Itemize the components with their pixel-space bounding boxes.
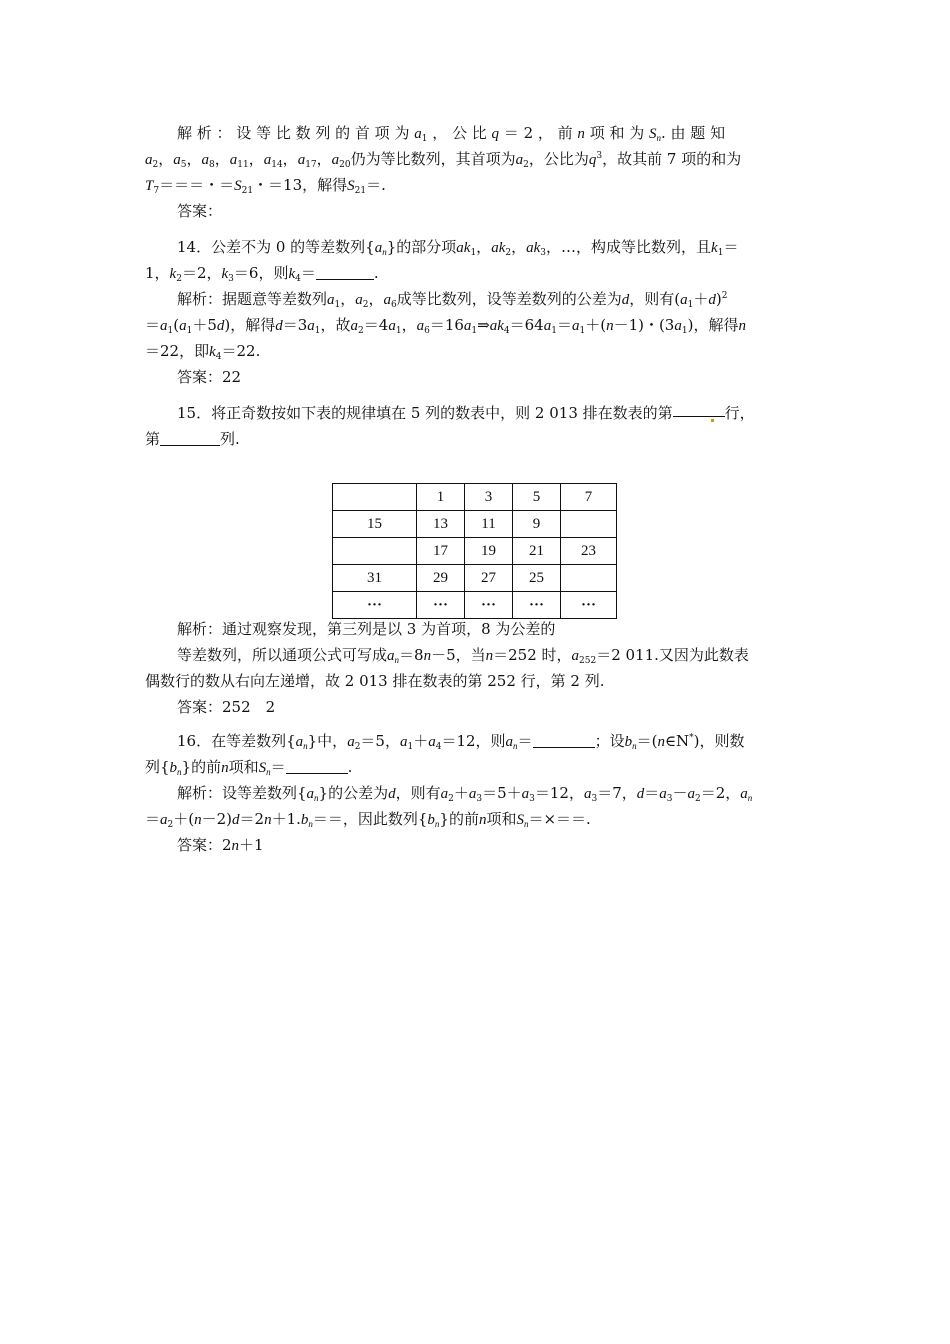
table-cell: 3 bbox=[465, 484, 513, 511]
table-cell: 9 bbox=[513, 511, 561, 538]
table-cell: 7 bbox=[561, 484, 617, 511]
answer-blank-col bbox=[160, 431, 220, 446]
solution-13 bbox=[145, 120, 813, 224]
table-cell: 17 bbox=[417, 538, 465, 565]
table-cell: ··· bbox=[513, 592, 561, 619]
table-cell bbox=[333, 538, 417, 565]
question-14 bbox=[145, 234, 813, 390]
table-cell bbox=[561, 511, 617, 538]
question-15 bbox=[145, 400, 813, 452]
table-cell: 1 bbox=[417, 484, 465, 511]
solution-16-line-2: $=a_2+(n-2)d=2n+1.b_n==$，因此数列$\{b_n\}$的前n项和$S_n=\times==$. bbox=[145, 810, 591, 830]
table-cell: ··· bbox=[417, 592, 465, 619]
table-cell: 31 bbox=[333, 565, 417, 592]
table-cell: 19 bbox=[465, 538, 513, 565]
table-cell: 25 bbox=[513, 565, 561, 592]
solution-14-line-3: ＝22，即$k_4=22$. bbox=[145, 342, 261, 362]
table-cell: 23 bbox=[561, 538, 617, 565]
question-14-line-2: 1，$k_2=2$，$k_3=6$，则$k_4=$ . bbox=[145, 264, 379, 284]
solution-15 bbox=[145, 616, 813, 720]
answer-15: 答案：252 2 bbox=[177, 698, 276, 716]
solution-16-line-1: 解析：设等差数列$\{a_n\}$的公差为d，则有$a_2+a_3=5+a_3=12$，$a_3=7$，$d=a_3-a_2=2$，$a_n$ bbox=[177, 784, 753, 804]
solution-14-line-1: 解析：据题意等差数列$a_1$，$a_2$，$a_6$成等比数列，设等差数列的公差为d，则有$(a_1+d)^2$ bbox=[177, 290, 728, 310]
table-cell: 21 bbox=[513, 538, 561, 565]
table-cell: ··· bbox=[333, 592, 417, 619]
table-cell: 27 bbox=[465, 565, 513, 592]
table-cell: ··· bbox=[465, 592, 513, 619]
table-cell: 5 bbox=[513, 484, 561, 511]
table-cell: ··· bbox=[561, 592, 617, 619]
table-row bbox=[333, 592, 617, 619]
solution-13-line-3: $T_7===$・$=S_{21}$・＝13，解得$S_{21}=$. bbox=[145, 176, 386, 196]
question-15-line-1: 15．将正奇数按如下表的规律填在 5 列的数表中，则 2 013 排在数表的第 行， bbox=[177, 404, 755, 422]
solution-13-line-1: 解 析 ： 设 等 比 数 列 的 首 项 为 $a_1$ ， 公 比 q ＝ 2 ， 前 n 项 和 为 $S_n$. 由 题 知 bbox=[177, 124, 726, 144]
answer-blank-sn bbox=[286, 759, 348, 774]
table-row bbox=[333, 484, 617, 511]
solution-15-line-1: 解析：通过观察发现，第三列是以 3 为首项，8 为公差的 bbox=[177, 620, 556, 638]
answer-blank-an bbox=[533, 733, 595, 748]
table-row bbox=[333, 538, 617, 565]
solution-15-line-3: 偶数行的数从右向左递增，故 2 013 排在数表的第 252 行，第 2 列. bbox=[145, 672, 605, 690]
table-row bbox=[333, 565, 617, 592]
stray-mark bbox=[711, 419, 714, 422]
table-row bbox=[333, 511, 617, 538]
solution-15-line-2: 等差数列，所以通项公式可写成$a_n=8n-5$，当n＝252 时，$a_{252}=2$ 011.又因为此数表 bbox=[177, 646, 749, 666]
answer-16: 答案：2n＋1 bbox=[177, 836, 264, 854]
table-cell bbox=[333, 484, 417, 511]
table-cell: 29 bbox=[417, 565, 465, 592]
answer-13: 答案： bbox=[177, 202, 223, 220]
table-cell bbox=[561, 565, 617, 592]
table-cell: 13 bbox=[417, 511, 465, 538]
solution-13-line-2: $a_2$，$a_5$，$a_8$，$a_{11}$，$a_{14}$，$a_{17}$，$a_{20}$仍为等比数列，其首项为$a_2$，公比为$q^3$，故其前 7 项的和为 bbox=[145, 150, 742, 170]
solution-14-line-2: $=a_1(a_1+5d)$，解得$d=3a_1$，故$a_2=4a_1$，$a_6=16a_1\Rightarrow ak_4=64a_1=a_1+(n-1)$・$(3a_1)$，解得n bbox=[145, 316, 746, 336]
answer-14: 答案：22 bbox=[177, 368, 242, 386]
question-16-line-1: 16．在等差数列$\{a_n\}$中，$a_2=5$，$a_1+a_4=12$，则$a_n=$ ；设$b_n=(n\in N^*)$，则数 bbox=[177, 732, 745, 752]
question-16-line-2: 列$\{b_n\}$的前n项和$S_n=$ . bbox=[145, 758, 353, 777]
table-cell: 11 bbox=[465, 511, 513, 538]
odd-number-table bbox=[332, 483, 617, 619]
question-16 bbox=[145, 728, 813, 858]
answer-blank bbox=[316, 265, 374, 280]
answer-blank-row bbox=[673, 402, 725, 417]
table-cell: 15 bbox=[333, 511, 417, 538]
question-14-line-1: 14．公差不为 0 的等差数列$\{a_n\}$的部分项$ak_1$，$ak_2$，$ak_3$，…，构成等比数列，且$k_1=$ bbox=[177, 238, 739, 258]
question-15-line-2: 第 列. bbox=[145, 430, 240, 448]
